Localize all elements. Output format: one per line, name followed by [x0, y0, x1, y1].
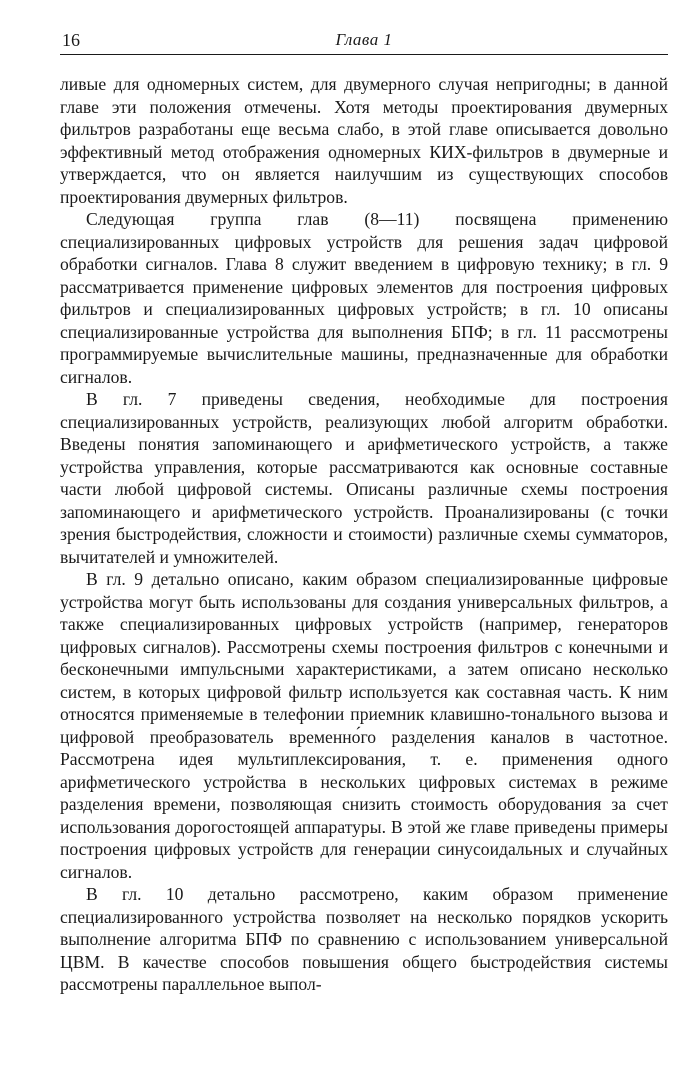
paragraph: В гл. 10 детально рассмотрено, каким образом применение специализированного устройства позволяет на несколько порядков ускорить выполнение алгоритма БПФ по сравнению с использованием универсальной ЦВМ. В качестве способов повышения общего быстродействия системы рассмотрены параллельное выпол-	[60, 884, 668, 994]
chapter-running-head: Глава 1	[335, 30, 393, 49]
paragraph-continued: ливые для одномерных систем, для двумерного случая непригодны; в данной главе эти положения отмечены. Хотя методы проектирования двумерных фильтров разработаны еще весьма слабо, в этой главе описывается довольно эффективный метод отображения одномерных КИХ-фильтров в двумерные и утверждается, что он является наилучшим из существующих способов проектирования двумерных фильтров.	[60, 74, 668, 207]
body-text	[60, 73, 668, 996]
page-header	[60, 28, 668, 55]
page-number: 16	[62, 30, 80, 50]
paragraph: Следующая группа глав (8—11) посвящена применению специализированных цифровых устройств для решения задач цифровой обработки сигналов. Глава 8 служит введением в цифровую технику; в гл. 9 рассматривается применение цифровых элементов для построения цифровых фильтров и специализированных цифровых устройств; в гл. 10 описаны специализированные устройства для выполнения БПФ; в гл. 11 рассмотрены программируемые вычислительные машины, предназначенные для обработки сигналов.	[60, 209, 668, 387]
paragraph: В гл. 9 детально описано, каким образом специализированные цифровые устройства могут быть использованы для создания универсальных фильтров, а также специализированных цифровых устройств (например, генераторов цифровых сигналов). Рассмотрены схемы построения фильтров с конечными и бесконечными импульсными характеристиками, а затем описано несколько систем, в которых цифровой фильтр используется как составная часть. К ним относятся применяемые в телефонии приемник клавишно-тонального вызова и цифровой преобразователь временно́го разделения каналов в частотное. Рассмотрена идея мультиплексирования, т. е. применения одного арифметического устройства в нескольких цифровых системах в режиме разделения времени, позволяющая снизить стоимость оборудования за счет использования дорогостоящей аппаратуры. В этой же главе приведены примеры построения цифровых устройств для генерации синусоидальных и случайных сигналов.	[60, 569, 668, 882]
book-page	[60, 28, 668, 996]
paragraph: В гл. 7 приведены сведения, необходимые для построения специализированных устройств, реализующих любой алгоритм обработки. Введены понятия запоминающего и арифметического устройств, а также устройства управления, которые рассматриваются как основные составные части любой цифровой системы. Описаны различные схемы построения запоминающего и арифметического устройств. Проанализированы (с точки зрения быстродействия, сложности и стоимости) различные схемы сумматоров, вычитателей и умножителей.	[60, 389, 668, 567]
